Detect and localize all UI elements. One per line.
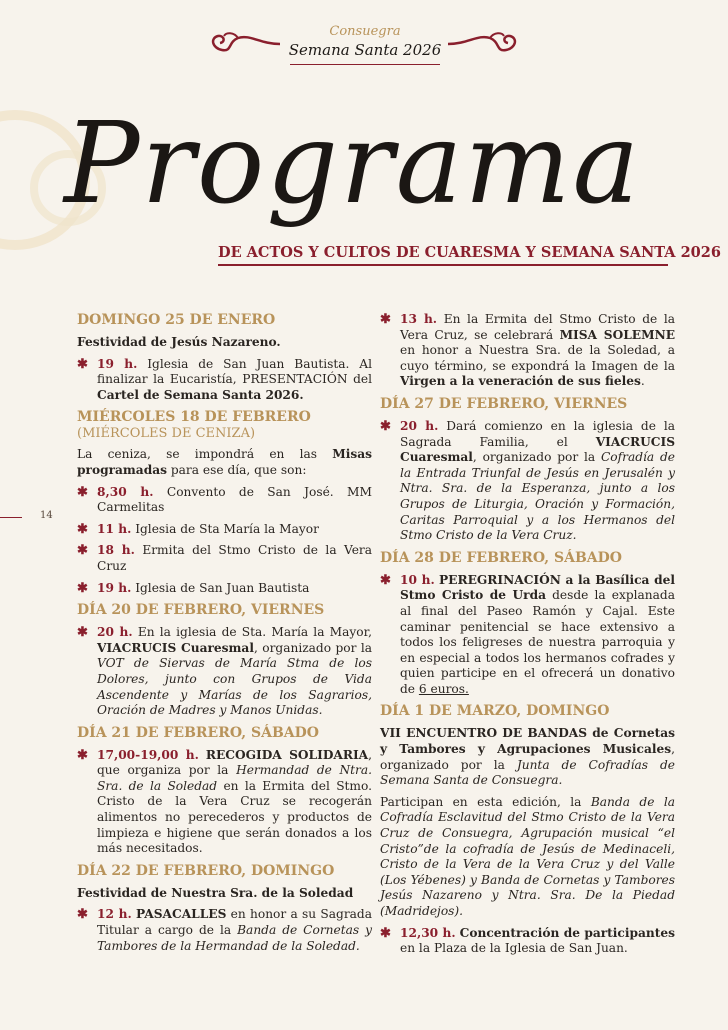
section-subtitle: (MIÉRCOLES DE CENIZA) [77, 426, 256, 442]
section-title: DÍA 20 DE FEBRERO, VIERNES [77, 602, 325, 619]
asterisk-icon: ✱ [77, 625, 88, 641]
event-item: ✱ 12,30 h. Concentración de participantes en la Plaza de la Iglesia de San Juan. [380, 925, 676, 956]
asterisk-icon: ✱ [380, 418, 391, 434]
event-item: ✱ 8,30 h. Convento de San José. MM Carmelitas [77, 484, 372, 515]
event-item: ✱ 20 h. Dará comienzo en la iglesia de la Sagrada Familia, el VIACRUCIS Cuaresmal, organizado por la Cofradía de la Entrada Triunfal de Jesús en Jerusalén y Ntra. Sra. de la Esperanza, junto a los Grupos de Liturgia, Oración y Formación, Caritas Parroquial y a los Hermanos del Stmo Cristo de la Vera Cruz. [380, 418, 676, 543]
section-title: DÍA 28 DE FEBRERO, SÁBADO [380, 549, 622, 566]
section-subhead: Festividad de Nuestra Sra. de la Soledad [77, 885, 354, 900]
page-number: 14 [40, 510, 53, 521]
section-title: DOMINGO 25 DE ENERO [77, 312, 276, 328]
asterisk-icon: ✱ [77, 747, 88, 763]
right-column [380, 312, 675, 963]
page-number-rule [0, 517, 22, 518]
asterisk-icon: ✱ [380, 572, 391, 588]
section-title: DÍA 21 DE FEBRERO, SÁBADO [77, 724, 319, 741]
event-item: ✱ 20 h. En la iglesia de Sta. María la Mayor, VIACRUCIS Cuaresmal, organizado por la VOT de Siervas de María Stma de los Dolores, junto con Grupos de Vida Ascendente y Marías de los Sagrarios, Oración de Madres y Manos Unidas. [77, 625, 373, 718]
asterisk-icon: ✱ [77, 484, 88, 500]
paragraph: Participan en esta edición, la Banda de la Cofradía Esclavitud del Stmo Cristo de la Vera Cruz de Consuegra, Agrupación musical “el Cristo”de la cofradía de Jesús de Medinaceli, Cristo de la Vera de la Vera Cruz y del Valle (Los Yébenes) y Banda de Cornetas y Tambores Jesús Nazareno y Ntra. Sra. De la Piedad (Madridejos). [380, 794, 675, 918]
event-item: ✱ 18 h. Ermita del Stmo Cristo de la Vera Cruz [77, 543, 373, 573]
event-item: ✱ 12 h. PASACALLES en honor a su Sagrada Titular a cargo de la Banda de Cornetas y Tambores de la Hermandad de la Soledad. [77, 907, 372, 953]
asterisk-icon: ✱ [77, 356, 88, 372]
section-title: DÍA 22 DE FEBRERO, DOMINGO [77, 862, 335, 879]
asterisk-icon: ✱ [77, 907, 88, 923]
event-item: ✱ 19 h. Iglesia de San Juan Bautista. Al finalizar la Eucaristía, PRESENTACIÓN del Cartel de Semana Santa 2026. [77, 356, 372, 402]
section-title: DÍA 27 DE FEBRERO, VIERNES [380, 395, 628, 412]
header-city: Consuegra [329, 24, 401, 39]
asterisk-icon: ✱ [77, 521, 88, 537]
asterisk-icon: ✱ [380, 312, 391, 327]
asterisk-icon: ✱ [380, 925, 391, 941]
section-subhead: Festividad de Jesús Nazareno. [77, 335, 281, 349]
event-item: ✱ 17,00-19,00 h. RECOGIDA SOLIDARIA, que organiza por la Hermandad de Ntra. Sra. de la Soledad en la Ermita del Stmo. Cristo de la Vera Cruz se recogerán alimentos no perecederos y productos de limpieza e higiene que serán donados a los más necesitados. [77, 747, 373, 856]
header [200, 24, 530, 72]
asterisk-icon: ✱ [77, 543, 88, 559]
event-item: ✱ 10 h. PEREGRINACIÓN a la Basílica del Stmo Cristo de Urda desde la explanada al final del Paseo Ramón y Cajal. Este caminar penitencial se hace extensivo a todos los feligreses de nuestra parroquia y en especial a todos los hermanos cofrades y quien participe en el ofrecerá un donativo de 6 euros. [380, 572, 675, 696]
page-subtitle: DE ACTOS Y CULTOS DE CUARESMA Y SEMANA SANTA 2026 [218, 244, 721, 261]
paragraph: VII ENCUENTRO DE BANDAS de Cornetas y Tambores y Agrupaciones Musicales, organizado por la Junta de Cofradías de Semana Santa de Consuegra. [380, 726, 676, 788]
page-title: Programa [64, 99, 642, 229]
section-title: MIÉRCOLES 18 DE FEBRERO [77, 409, 311, 426]
section-title: DÍA 1 DE MARZO, DOMINGO [380, 703, 610, 720]
subtitle-rule [218, 264, 668, 266]
header-title: Semana Santa 2026 [288, 41, 442, 59]
paragraph: La ceniza, se impondrá en las Misas programadas para ese día, que son: [77, 447, 372, 477]
left-column [77, 312, 372, 960]
event-item: ✱ 11 h. Iglesia de Sta María la Mayor [77, 521, 319, 537]
asterisk-icon: ✱ [77, 580, 88, 596]
header-underline [290, 64, 440, 65]
event-item: ✱ 19 h. Iglesia de San Juan Bautista [77, 580, 310, 596]
event-item: ✱ 13 h. En la Ermita del Stmo Cristo de la Vera Cruz, se celebrará MISA SOLEMNE en honor a Nuestra Sra. de la Soledad, a cuyo término, se expondrá la Imagen de la Virgen a la veneración de sus fieles. [380, 312, 676, 389]
